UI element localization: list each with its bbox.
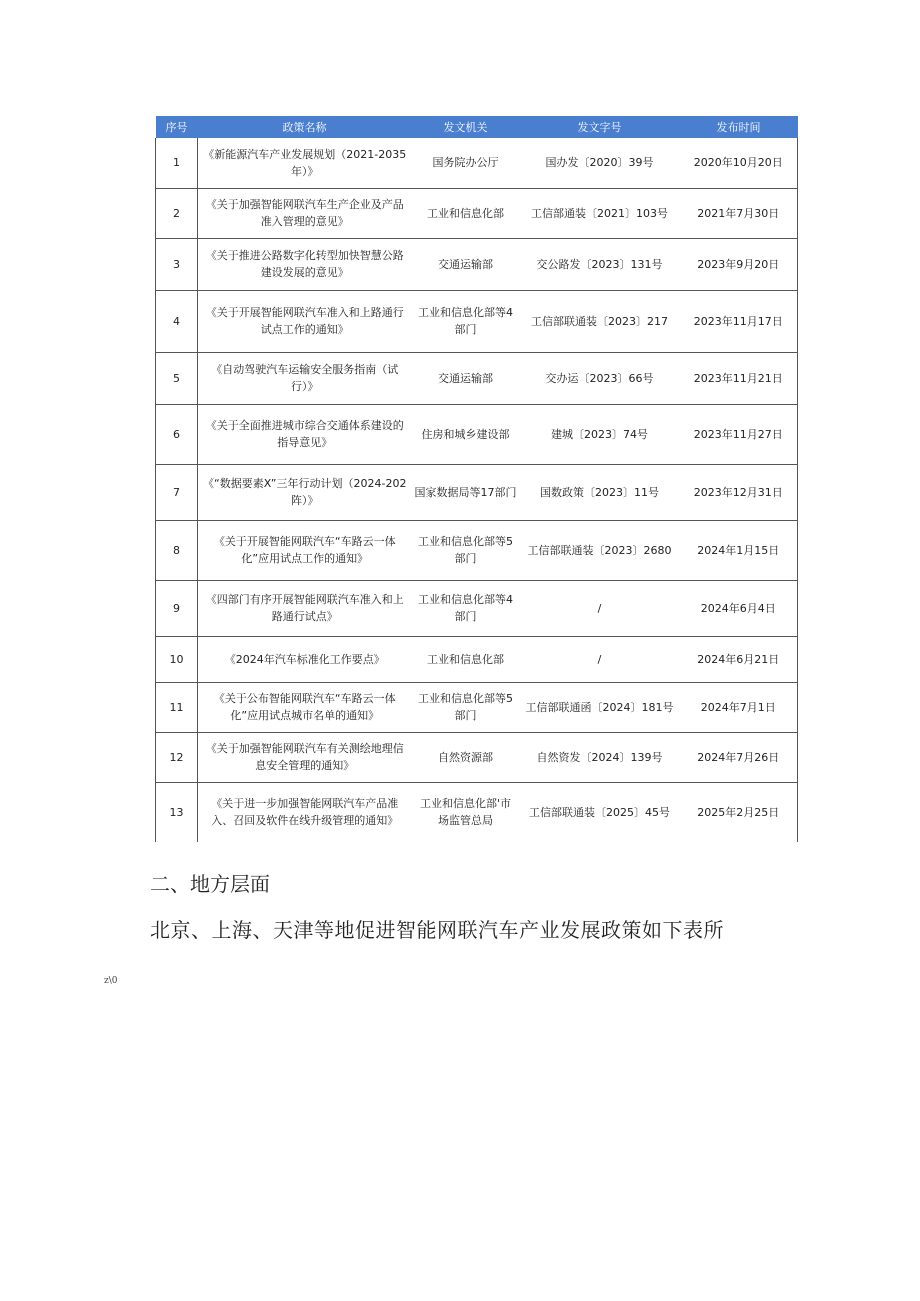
header-code: 发文字号: [520, 116, 680, 138]
cell-name: 《关于推进公路数字化转型加快智慧公路建设发展的意见》: [198, 238, 412, 290]
table-row: [156, 352, 798, 404]
cell-date: 2020年10月20日: [680, 138, 798, 188]
cell-name: 《新能源汽车产业发展规划（2021-2035年）》: [198, 138, 412, 188]
table-row: [156, 636, 798, 682]
cell-org: 工业和信息化部'市场监管总局: [419, 797, 512, 828]
cell-code: /: [520, 636, 680, 682]
cell-date: 2024年1月15日: [680, 520, 798, 580]
cell-name: 《关于全面推进城市综合交通体系建设的指导意见》: [198, 404, 412, 464]
cell-name: 《关于进一步加强智能网联汽车产品准入、召回及软件在线升级管理的通知》: [211, 797, 399, 828]
cell-org: 国家数据局等17部门: [412, 464, 520, 520]
table-row: [156, 238, 798, 290]
table-row: [156, 580, 798, 636]
cell-org: 工业和信息化部等5部门: [412, 520, 520, 580]
cell-date: 2023年12月31日: [680, 464, 798, 520]
cell-code: 交办运〔2023〕66号: [520, 352, 680, 404]
cell-name: 《“数据要素X”三年行动计划（2024-202阵）》: [198, 464, 412, 520]
header-org: 发文机关: [412, 116, 520, 138]
cell-date: 2024年6月21日: [680, 636, 798, 682]
cell-date: 2024年6月4日: [680, 580, 798, 636]
cell-org: 交通运输部: [412, 238, 520, 290]
cell-org: 自然资源部: [412, 732, 520, 782]
cell-no: 12: [156, 732, 198, 782]
cell-no: 2: [156, 188, 198, 238]
table-row: [156, 188, 798, 238]
table-header-row: [156, 116, 798, 138]
cell-org: 工业和信息化部等4部门: [412, 580, 520, 636]
cell-no: 9: [156, 580, 198, 636]
cell-name: 《关于开展智能网联汽车准入和上路通行试点工作的通知》: [198, 290, 412, 352]
cell-code: 建城〔2023〕74号: [520, 404, 680, 464]
cell-no: 3: [156, 238, 198, 290]
table-row: [156, 464, 798, 520]
table-row: [156, 782, 798, 842]
cell-org: 国务院办公厅: [412, 138, 520, 188]
body-paragraph: 北京、上海、天津等地促进智能网联汽车产业发展政策如下表所: [150, 918, 724, 942]
cell-name: 《四部门有序开展智能网联汽车准入和上路通行试点》: [198, 580, 412, 636]
cell-code: 国办发〔2020〕39号: [520, 138, 680, 188]
cell-org: 工业和信息化部等4部门: [412, 290, 520, 352]
cell-date: 2024年7月1日: [680, 682, 798, 732]
cell-no: 4: [156, 290, 198, 352]
cell-code: 自然资发〔2024〕139号: [520, 732, 680, 782]
cell-code: 工信部联通装〔2025〕45号: [529, 805, 670, 819]
cell-code: 工信部通装〔2021〕103号: [520, 188, 680, 238]
cell-org: 工业和信息化部: [412, 188, 520, 238]
cell-code: 交公路发〔2023〕131号: [520, 238, 680, 290]
cell-code: 工信部联通装〔2023〕217: [520, 290, 680, 352]
section-heading: 二、地方层面: [150, 872, 270, 896]
cell-date: 2023年11月27日: [680, 404, 798, 464]
cell-date: 2024年7月26日: [680, 732, 798, 782]
table-body: [156, 138, 798, 842]
cell-name: 《关于开展智能网联汽车“车路云一体化”应用试点工作的通知》: [198, 520, 412, 580]
table-row: [156, 404, 798, 464]
cell-name: 《关于加强智能网联汽车生产企业及产品准入管理的意见》: [198, 188, 412, 238]
table-row: [156, 732, 798, 782]
cell-no: 10: [156, 636, 198, 682]
cell-no: 5: [156, 352, 198, 404]
cell-code: 工信部联通函〔2024〕181号: [520, 682, 680, 732]
cell-no: 8: [156, 520, 198, 580]
cell-no: 6: [156, 404, 198, 464]
cell-name: 《关于公布智能网联汽车“车路云一体化”应用试点城市名单的通知》: [198, 682, 412, 732]
cell-org: 工业和信息化部: [412, 636, 520, 682]
cell-date: 2025年2月25日: [680, 782, 798, 842]
cell-org: 住房和城乡建设部: [412, 404, 520, 464]
table-row: [156, 290, 798, 352]
cell-date: 2021年7月30日: [680, 188, 798, 238]
header-name: 政策名称: [198, 116, 412, 138]
cell-no: 7: [156, 464, 198, 520]
cell-org: 交通运输部: [412, 352, 520, 404]
policy-table: [155, 116, 798, 842]
table-row: [156, 682, 798, 732]
cell-no: 13: [156, 782, 198, 842]
cell-date: 2023年11月17日: [680, 290, 798, 352]
cell-name: 《自动驾驶汽车运输安全服务指南（试行）》: [198, 352, 412, 404]
header-no: 序号: [156, 116, 198, 138]
cell-code: 工信部联通装〔2023〕2680: [520, 520, 680, 580]
body-paragraph-tail: z\0: [104, 976, 118, 986]
table-row: [156, 520, 798, 580]
header-date: 发布时间: [680, 116, 798, 138]
cell-name: 《2024年汽车标准化工作要点》: [198, 636, 412, 682]
cell-date: 2023年11月21日: [680, 352, 798, 404]
cell-org: 工业和信息化部等5部门: [412, 682, 520, 732]
cell-no: 1: [156, 138, 198, 188]
cell-code: /: [520, 580, 680, 636]
cell-no: 11: [156, 682, 198, 732]
cell-date: 2023年9月20日: [680, 238, 798, 290]
cell-name: 《关于加强智能网联汽车有关测绘地理信息安全管理的通知》: [198, 732, 412, 782]
table-row: [156, 138, 798, 188]
cell-code: 国数政策〔2023〕11号: [520, 464, 680, 520]
